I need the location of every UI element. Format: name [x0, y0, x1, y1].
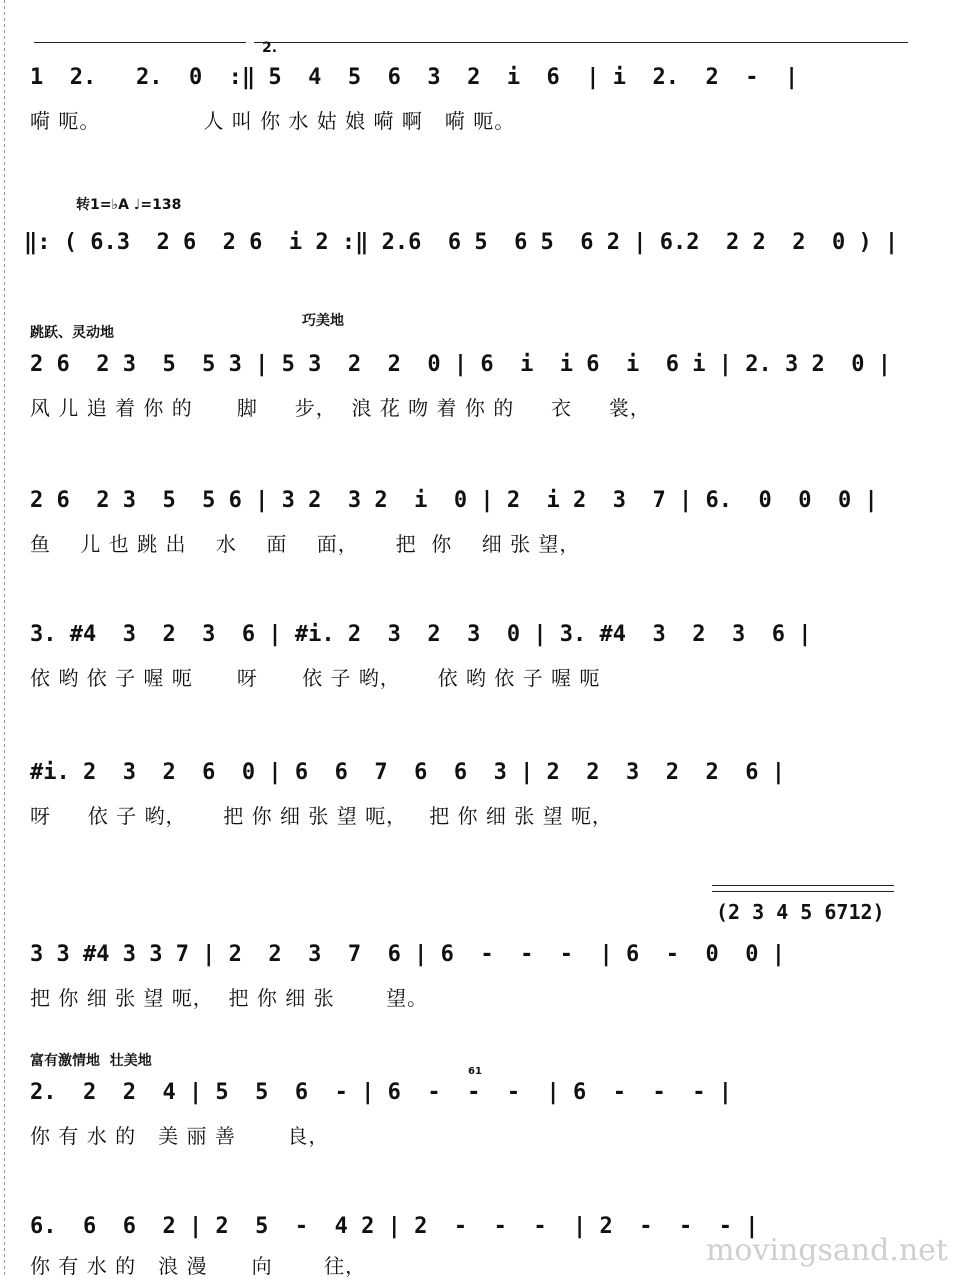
lyrics-line-5: 依 哟 依 子 喔 呃 呀 依 子 哟， 依 哟 依 子 喔 呃	[30, 666, 601, 690]
expression-mark: 巧美地	[302, 313, 344, 329]
notes-line-7: 3 3 #4 3 3 7 | 2 2 3 7 6 | 6 - - - | 6 - 0 0 |	[30, 942, 785, 967]
expression-mark: 跳跃、灵动地	[30, 325, 114, 341]
notes-line-6: #i. 2 3 2 6 0 | 6 6 7 6 6 3 | 2 2 3 2 2 6 |	[30, 760, 785, 785]
expression-mark: 富有激情地 壮美地	[30, 1053, 152, 1069]
watermark: movingsand.net	[705, 1233, 948, 1268]
notes-line-4: 2 6 2 3 5 5 6 | 3 2 3 2 i 0 | 2 i 2 3 7 | 6. 0 0 0 |	[30, 488, 878, 513]
notes-line-3: 2 6 2 3 5 5 3 | 5 3 2 2 0 | 6 i i 6 i 6 i | 2. 3 2 0 |	[30, 352, 891, 377]
staff-rule	[712, 885, 894, 886]
lyrics-line-9: 你 有 水 的 浪 漫 向 往，	[30, 1254, 367, 1278]
staff-rule	[712, 891, 894, 892]
lyrics-line-3: 风 儿 追 着 你 的 脚 步， 浪 花 吻 着 你 的 衣 裳，	[30, 396, 651, 420]
notes-line-9: 6. 6 6 2 | 2 5 - 4 2 | 2 - - - | 2 - - - |	[30, 1214, 759, 1239]
notes-line-1: 1 2. 2. 0 :‖ 5 4 5 6 3 2 i 6 | i 2. 2 - |	[30, 65, 799, 90]
lyrics-line-8: 你 有 水 的 美 丽 善 良，	[30, 1124, 330, 1148]
lyrics-line-6: 呀 依 子 哟， 把 你 细 张 望 呃， 把 你 细 张 望 呃，	[30, 804, 613, 828]
staff-rule	[254, 42, 908, 43]
key-change: 转1=♭A ♩=138	[76, 197, 182, 213]
lyrics-line-1: 嗬 呃。 人 叫 你 水 姑 娘 嗬 啊 嗬 呃。	[30, 109, 516, 133]
lyrics-line-4: 鱼 儿 也 跳 出 水 面 面， 把 你 细 张 望，	[30, 532, 581, 556]
volta-mark: 2.	[262, 40, 278, 56]
scan-margin	[4, 0, 5, 1278]
notes-line-2: ‖: ( 6.3 2 6 2 6 i 2 :‖ 2.6 6 5 6 5 6 2 | 6.2 2 2 2 0 ) |	[24, 230, 899, 255]
notes-line-8: 2. 2 2 4 | 5 5 6 - | 6 - - - | 6 - - - |	[30, 1080, 732, 1105]
interlude: (2 3 4 5 6712)	[716, 900, 885, 924]
staff-rule	[34, 42, 246, 43]
lyrics-line-7: 把 你 细 张 望 呃， 把 你 细 张 望。	[30, 986, 429, 1010]
notes-line-5: 3. #4 3 2 3 6 | #i. 2 3 2 3 0 | 3. #4 3 2 3 6 |	[30, 622, 812, 647]
grace-note: 61	[468, 1066, 482, 1077]
